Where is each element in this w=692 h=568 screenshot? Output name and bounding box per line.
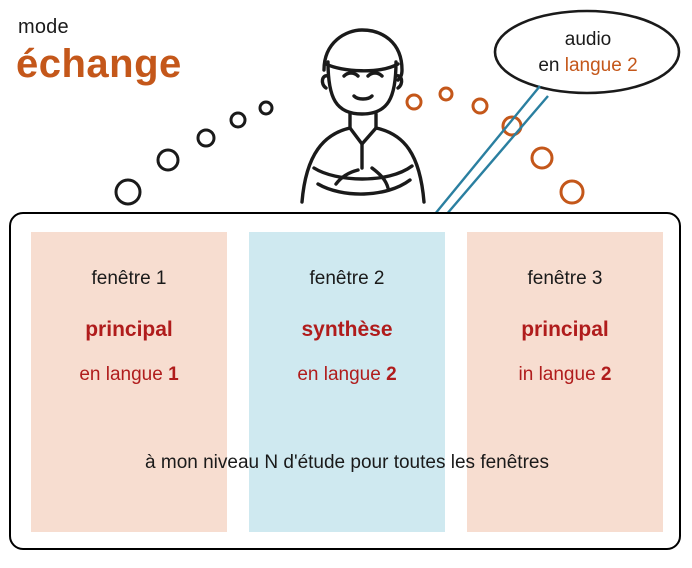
balloon-line-1: audio [564,29,612,50]
window-1-sub-number: 1 [168,364,179,385]
window-2-sub [249,364,445,386]
balloon-line-2 [512,53,664,79]
window-1-sub-word: langue [105,364,169,385]
window-3-sub [467,364,663,386]
balloon-line-2-prefix: en [538,54,565,76]
window-3-sub-number: 2 [600,364,612,385]
window-1-sub-prefix: en [79,364,106,385]
mode-label: mode [18,16,69,38]
windows-columns [31,232,663,532]
window-2-title: fenêtre 2 [309,268,385,289]
window-3-sub-prefix: in [518,364,539,385]
window-column-1[interactable] [31,232,227,532]
balloon-text [512,27,664,78]
window-2-sub-word: langue [323,364,387,385]
window-3-main: principal [521,318,609,341]
panel-footnote: à mon niveau N d'étude pour toutes les fenêtres [145,452,549,473]
window-1-title: fenêtre 1 [91,268,167,289]
window-column-2[interactable] [249,232,445,532]
page-title: échange [16,42,182,86]
window-3-title: fenêtre 3 [527,268,603,289]
windows-panel [9,212,681,550]
window-3-sub-word: langue [538,364,601,385]
window-2-main: synthèse [301,318,393,341]
window-2-sub-number: 2 [386,364,397,385]
window-column-3[interactable] [467,232,663,532]
window-1-main: principal [85,318,173,341]
window-2-sub-prefix: en [297,364,324,385]
window-1-sub [31,364,227,386]
person-illustration-icon [262,18,462,218]
balloon-line-2-accent: langue 2 [564,54,638,76]
